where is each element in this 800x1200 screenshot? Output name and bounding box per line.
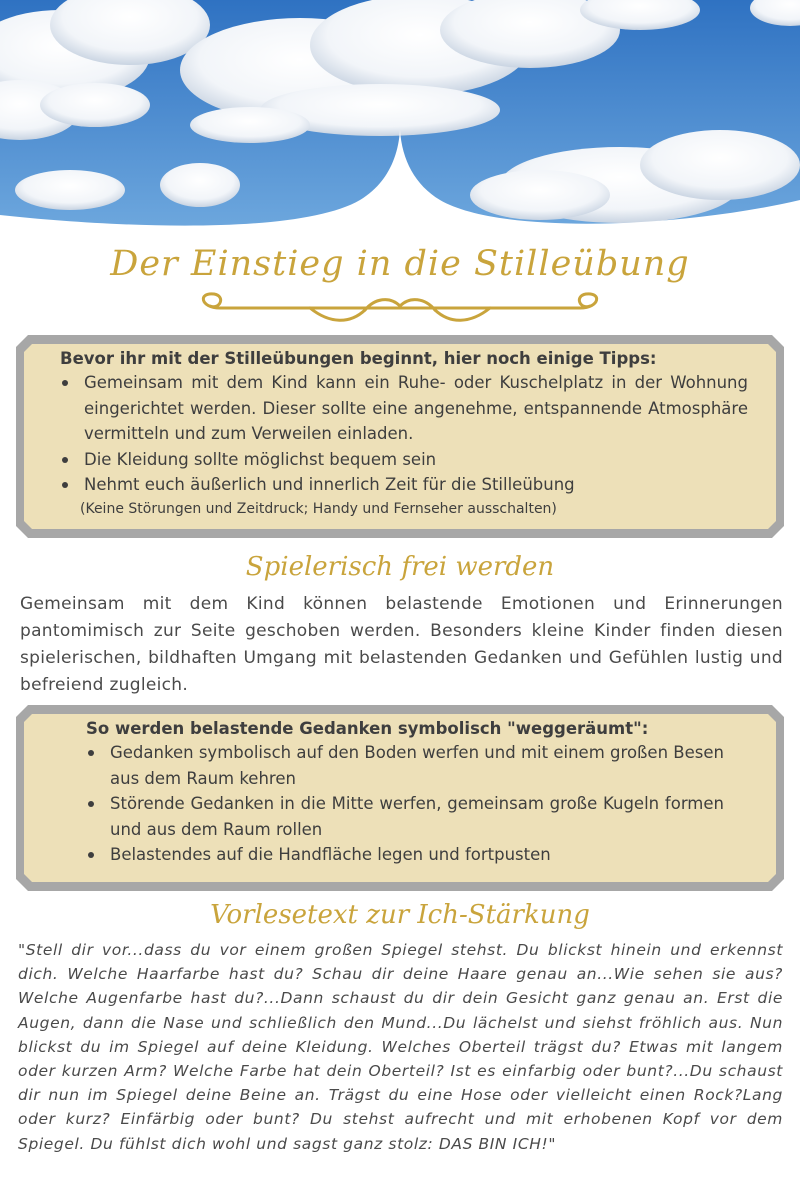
list-item: Die Kleidung sollte möglichst bequem sein	[60, 447, 748, 473]
list-item: Störende Gedanken in die Mitte werfen, gemeinsam große Kugeln formen und aus dem Raum rollen	[86, 791, 724, 842]
bullet-icon	[88, 801, 94, 807]
reading-text: "Stell dir vor...dass du vor einem großen Spiegel stehst. Du blickst hinein und erkennst dich. Welche Haarfarbe hast du? Schau dir deine Haare genau an...Wie sehen sie aus? Welche Augenfarbe hast du?...Dann schaust du dir dein Gesicht ganz genau an. Erst die Augen, dann die Nase und schließlich den Mund...Du lächelst und siehst fröhlich aus. Nun blickst du im Spiegel auf deine Kleidung. Welches Oberteil trägst du? Etwas mit langem oder kurzen Arm? Welche Farbe hat dein Oberteil? Ist es einfarbig oder bunt?...Du schaust dir nun im Spiegel deine Beine an. Trägst du eine Hose oder vielleicht einen Rock?Lang oder kurz? Einfärbig oder bunt? Du stehst aufrecht und mit erhobenen Kopf vor dem Spiegel. Du fühlst dich wohl und sagst ganz stolz: DAS BIN ICH!"	[18, 941, 783, 1153]
cleanup-heading: So werden belastende Gedanken symbolisch "weggeräumt":	[86, 719, 649, 738]
bullet-icon	[62, 482, 68, 488]
bullet-icon	[88, 852, 94, 858]
list-item: Belastendes auf die Handfläche legen und fortpusten	[86, 842, 724, 868]
page-title: Der Einstieg in die Stilleübung	[110, 244, 690, 284]
bullet-icon	[62, 380, 68, 386]
bullet-icon	[88, 750, 94, 756]
tips-box	[14, 333, 786, 540]
tips-note: (Keine Störungen und Zeitdruck; Handy und Fernseher ausschalten)	[80, 500, 557, 517]
section-title-reading: Vorlesetext zur Ich-Stärkung	[210, 900, 590, 930]
list-item: Gemeinsam mit dem Kind kann ein Ruhe- oder Kuschelplatz in der Wohnung eingerichtet werden. Dieser sollte eine angenehme, entspannende Atmosphäre vermitteln und zum Verweilen einladen.	[60, 370, 748, 447]
tips-heading: Bevor ihr mit der Stilleübungen beginnt, hier noch einige Tipps:	[60, 349, 657, 368]
cleanup-list	[86, 740, 724, 868]
list-item: Nehmt euch äußerlich und innerlich Zeit für die Stilleübung	[60, 472, 748, 498]
sky-header-image	[0, 0, 800, 232]
cleanup-box	[14, 703, 786, 893]
section-title-play: Spielerisch frei werden	[245, 552, 555, 582]
list-item: Gedanken symbolisch auf den Boden werfen und mit einem großen Besen aus dem Raum kehren	[86, 740, 724, 791]
tips-list	[60, 370, 748, 498]
gold-flourish-divider-icon	[190, 288, 610, 328]
bullet-icon	[62, 457, 68, 463]
section-play-text: Gemeinsam mit dem Kind können belastende Emotionen und Erinnerungen pantomimisch zur Seite geschoben werden. Besonders kleine Kinder finden diesen spielerischen, bildhaften Umgang mit belastenden Gedanken und Gefühlen lustig und befreiend zugleich.	[20, 594, 783, 695]
